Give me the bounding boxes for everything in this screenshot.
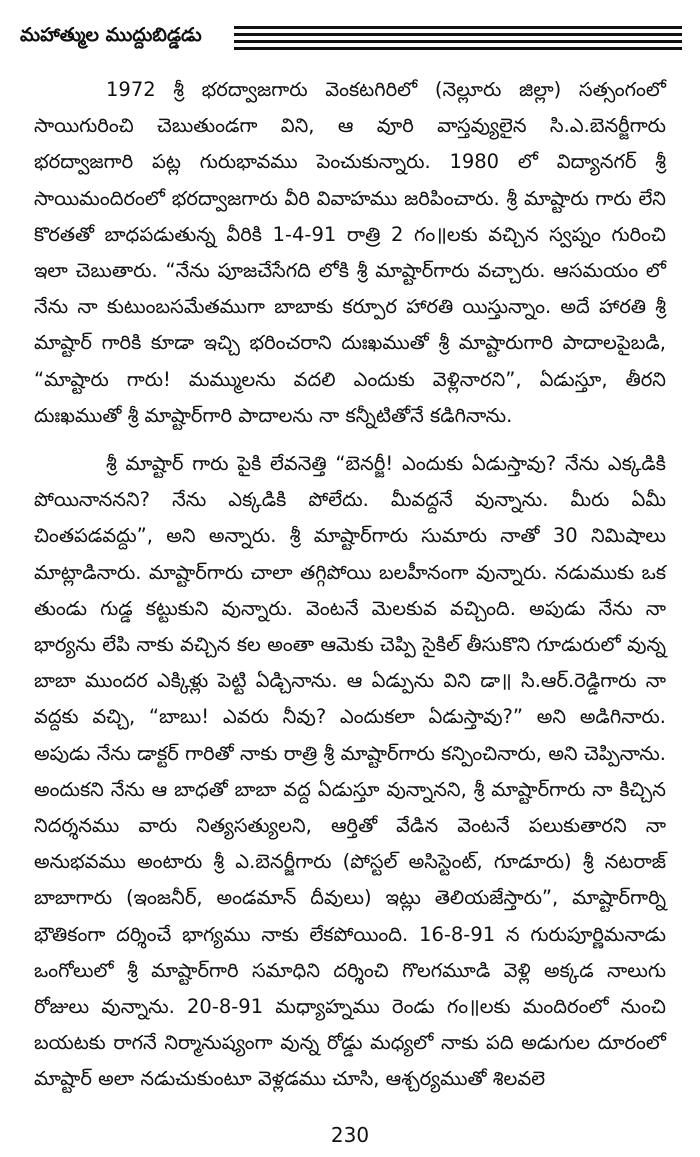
paragraph: శ్రీ మాష్టార్ గారు పైకి లేవనెత్తి “బెనర్జీ! ఎందుకు ఏడుస్తావు? నేను ఎక్కడికి పోయినాననని? నేను ఎక్కడికి పోలేదు. మీవద్దనే వున్నాను. మీరు ఏమీ చింతపడవద్దు”, అని అన్నారు. శ్రీ మాష్టార్‌గారు సుమారు నాతో 30 నిమిషాలు మాట్లాడినారు. మాష్టార్‌గారు చాలా తగ్గిపోయి బలహీనంగా వున్నారు. నడుముకు ఒక తుండు గుడ్డ కట్టుకుని వున్నారు. వెంటనే మెలకువ వచ్చింది. అపుడు నేను నా భార్యను లేపి నాకు వచ్చిన కల అంతా ఆమెకు చెప్పి సైకిల్ తీసుకొని గూడురులో వున్న బాబా ముందర ఎక్కిళ్లు పెట్టి ఏడ్చినాను. ఆ ఏడ్పును విని డా॥ సి.ఆర్.రెడ్డిగారు నా వద్దకు వచ్చి, “బాబు! ఎవరు నీవు? ఎందుకలా ఏడుస్తావు?” అని అడిగినారు. అపుడు నేను డాక్టర్ గారితో నాకు రాత్రి శ్రీ మాష్టార్‌గారు కన్పించినారు, అని చెప్పినాను. అందుకని నేను ఆ బాధతో బాబా వద్ద ఏడుస్తూ వున్నానని, శ్రీ మాష్టార్‌గారు నా కిచ్చిన నిదర్శనము వారు నిత్యసత్యులని, ఆర్తితో వేడిన వెంటనే పలుకుతారని నా అనుభవము అంటారు శ్రీ ఎ.బెనర్జీగారు (పోస్టల్ అసిస్టెంట్, గూడూరు) శ్రీ నటరాజ్ బాబాగారు (ఇంజనీర్, అండమాన్ దీవులు) ఇట్లు తెలియజేస్తారు”, మాష్టార్‌గార్ని భౌతికంగా దర్శించే భాగ్యము నాకు లేకపోయింది. 16-8-91 న గురుపూర్ణిమనాడు ఒంగోలులో శ్రీ మాష్టార్‌గారి సమాధిని దర్శించి గొలగమూడి వెళ్లి అక్కడ నాలుగు రోజులు వున్నాను. 20-8-91 మధ్యాహ్నము రెండు గం॥లకు మందిరంలో నుంచి బయటకు రాగనే నిర్మానుష్యంగా వున్న రోడ్డు మధ్యలో నాకు పది అడుగుల దూరంలో మాష్టార్ అలా నడుచుకుంటూ వెళ్లడము చూసి, ఆశ్చర్యముతో శిలవలె [34,452,666,1091]
header-rule-line [234,40,682,43]
running-header-title: మహాత్ముల ముద్దుబిడ్డడు [20,24,202,46]
body-text [34,72,666,1098]
header-rule-line [234,47,682,50]
header-decorative-rules [234,26,682,60]
header-rule-line [234,33,682,36]
header-rule-line [234,26,682,29]
page-number: 230 [330,1123,370,1147]
paragraph: 1972 శ్రీ భరద్వాజగారు వెంకటగిరిలో (నెల్లూరు జిల్లా) సత్సంగంలో సాయిగురించి చెబుతుండగా విని, ఆ వూరి వాస్తవ్యులైన సి.ఎ.బెనర్జీగారు భరద్వాజగారి పట్ల గురుభావము పెంచుకున్నారు. 1980 లో విద్యానగర్ శ్రీ సాయిమందిరంలో భరద్వాజగారు వీరి వివాహము జరిపించారు. శ్రీ మాష్టారు గారు లేని కొరతతో బాధపడుతున్న వీరికి 1-4-91 రాత్రి 2 గం॥లకు వచ్చిన స్వప్నం గురించి ఇలా చెబుతారు. “నేను పూజచేసేగది లోకి శ్రీ మాష్టార్‌గారు వచ్చారు. ఆసమయం లో నేను నా కుటుంబసమేతముగా బాబాకు కర్పూర హారతి యిస్తున్నాం. అదే హారతి శ్రీ మాష్టార్ గారికి కూడా ఇచ్చి భరించరాని దుఃఖముతో శ్రీ మాష్టారుగారి పాదాలపైబడి, “మాష్టారు గారు! మమ్ములను వదలి ఎందుకు వెళ్లినారని”, ఏడుస్తూ, తీరని దుఃఖముతో శ్రీ మాష్టార్‌గారి పాదాలను నా కన్నీటితోనే కడిగినాను. [34,78,666,427]
page-header [20,18,682,66]
